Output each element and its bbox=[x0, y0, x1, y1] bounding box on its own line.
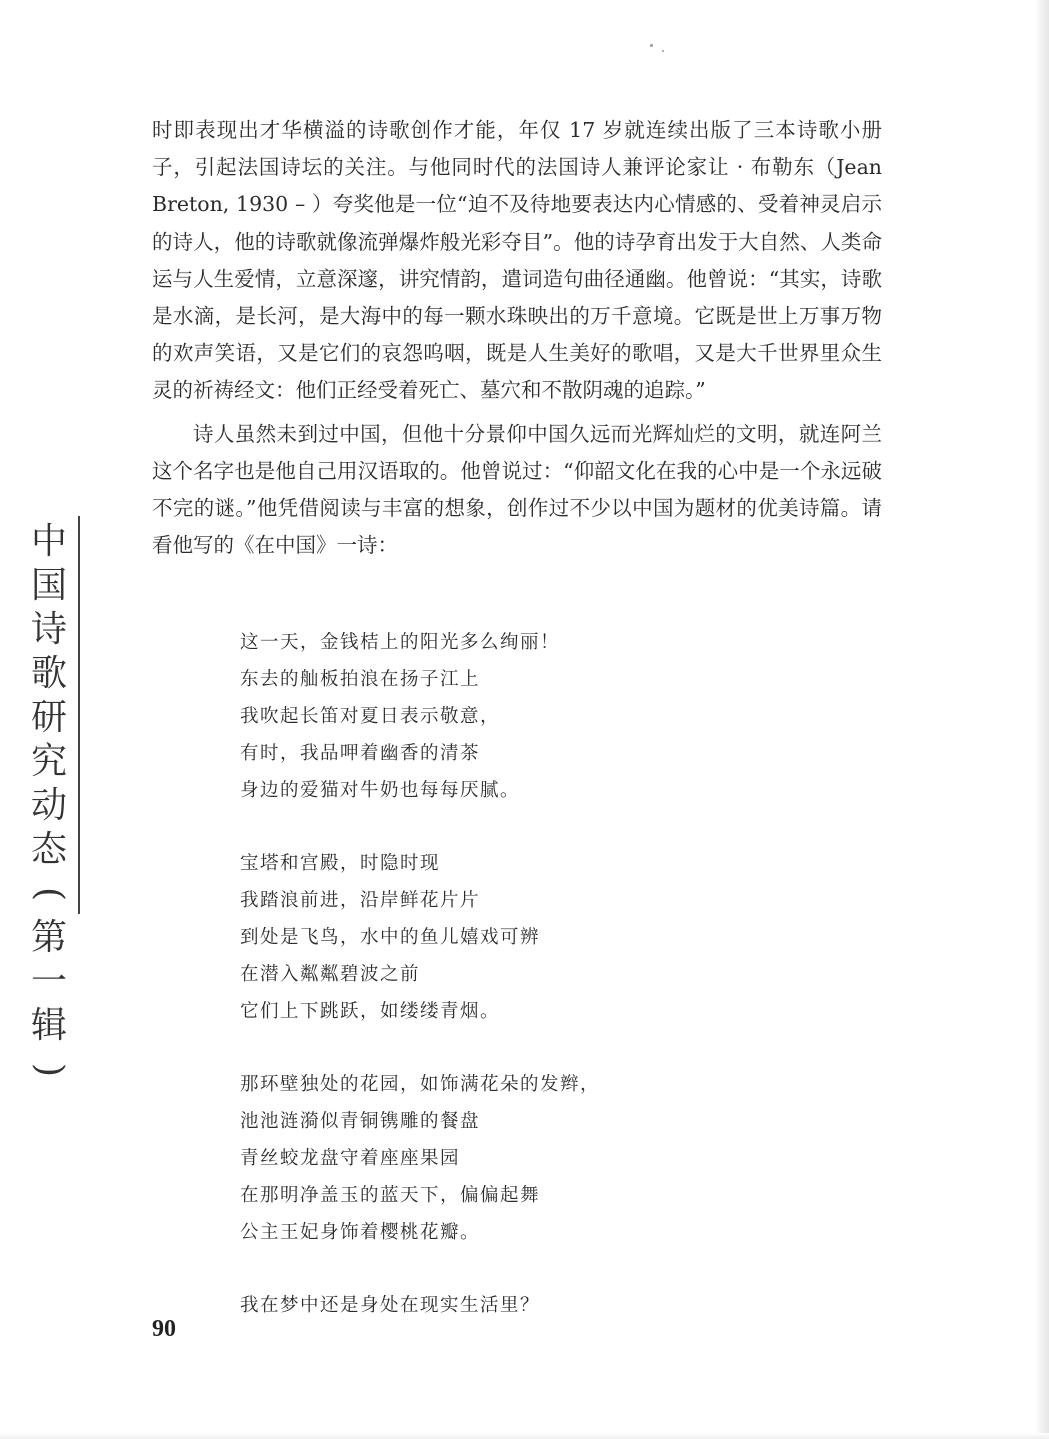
poem-stanza bbox=[240, 624, 840, 809]
title-close-paren: ) bbox=[29, 1062, 70, 1078]
paragraph: 诗人虽然未到过中国，但他十分景仰中国久远而光辉灿烂的文明，就连阿兰这个名字也是他自己用汉语取的。他曾说过：“仰韶文化在我的心中是一个永远破不完的谜。”他凭借阅读与丰富的想象，创作过不少以中国为题材的优美诗篇。请看他写的《在中国》一诗： bbox=[152, 421, 882, 558]
page-number: 90 bbox=[152, 1316, 176, 1342]
scan-speck bbox=[662, 50, 664, 52]
poem-line: 到处是飞鸟，水中的鱼儿嬉戏可辨 bbox=[240, 927, 541, 948]
title-char: 歌 bbox=[30, 653, 67, 694]
poem-line: 东去的舢板拍浪在扬子江上 bbox=[240, 669, 481, 690]
poem-line: 青丝蛟龙盘守着座座果园 bbox=[240, 1148, 461, 1169]
scan-edge-shadow bbox=[0, 1433, 1049, 1439]
poem-line: 那环壁独处的花园，如饰满花朵的发辫， bbox=[240, 1074, 601, 1095]
poem-stanza bbox=[240, 1287, 840, 1324]
margin-rule bbox=[78, 516, 80, 914]
paragraph: 时即表现出才华横溢的诗歌创作才能，年仅 17 岁就连续出版了三本诗歌小册子，引起法国诗坛的关注。与他同时代的法国诗人兼评论家让 · 布勒东（Jean Breton, 1930 – ）夸奖他是一位“迫不及待地要表达内心情感的、受着神灵启示的诗人，他的诗歌就像流弹爆炸般光彩夺目”。他的诗孕育出发于大自然、人类命运与人生爱情，立意深邃，讲究情韵，遣词造句曲径通幽。他曾说：“其实，诗歌是水滴，是长河，是大海中的每一颗水珠映出的万千意境。它既是世上万事万物的欢声笑语，又是它们的哀怨呜咽，既是人生美好的歌唱，又是大千世界里众生灵的祈祷经文：他们正经受着死亡、墓穴和不散阴魂的追踪。” bbox=[152, 118, 882, 403]
poem-line: 我吹起长笛对夏日表示敬意， bbox=[240, 706, 501, 727]
title-char: 第 bbox=[30, 917, 67, 958]
title-char: 究 bbox=[30, 741, 67, 782]
poem-line: 我踏浪前进，沿岸鲜花片片 bbox=[240, 890, 481, 911]
title-char: 态 bbox=[30, 829, 67, 870]
poem bbox=[240, 624, 840, 1360]
poem-line: 在那明净盖玉的蓝天下，偏偏起舞 bbox=[240, 1185, 541, 1206]
title-char: 辑 bbox=[30, 1005, 67, 1046]
poem-line: 这一天，金钱桔上的阳光多么绚丽！ bbox=[240, 632, 561, 653]
poem-line: 有时，我品呷着幽香的清茶 bbox=[240, 743, 481, 764]
title-char: 动 bbox=[30, 785, 67, 826]
title-char: 国 bbox=[30, 565, 67, 606]
poem-stanza bbox=[240, 845, 840, 1030]
title-char: 研 bbox=[30, 697, 67, 738]
body-text bbox=[152, 112, 882, 564]
poem-line: 它们上下跳跃，如缕缕青烟。 bbox=[240, 1001, 501, 1022]
poem-line: 在潜入粼粼碧波之前 bbox=[240, 964, 421, 985]
title-open-paren: ( bbox=[29, 886, 70, 902]
scan-edge-shadow bbox=[1035, 0, 1049, 1439]
poem-line: 宝塔和宫殿，时隐时现 bbox=[240, 853, 441, 874]
scan-speck bbox=[650, 44, 653, 47]
title-char: 中 bbox=[30, 521, 67, 562]
poem-line: 身边的爱猫对牛奶也每每厌腻。 bbox=[240, 780, 521, 801]
poem-stanza bbox=[240, 1066, 840, 1251]
title-char: 一 bbox=[30, 961, 67, 1002]
title-char: 诗 bbox=[30, 609, 67, 650]
poem-line: 池池涟漪似青铜镌雕的餐盘 bbox=[240, 1111, 481, 1132]
vertical-running-title bbox=[24, 520, 74, 1092]
poem-line: 我在梦中还是身处在现实生活里？ bbox=[240, 1295, 541, 1316]
poem-line: 公主王妃身饰着樱桃花瓣。 bbox=[240, 1222, 481, 1243]
